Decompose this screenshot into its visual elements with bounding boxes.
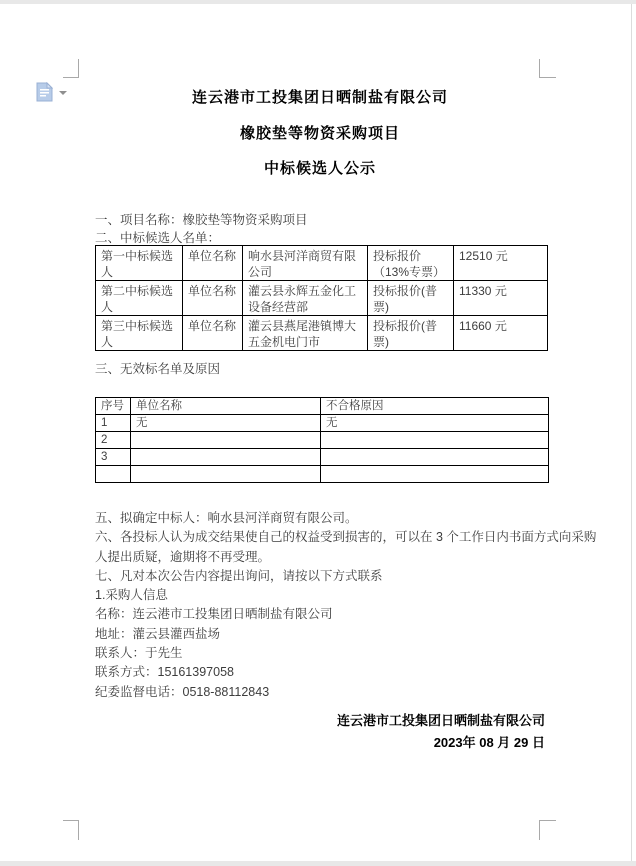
table-row bbox=[96, 246, 548, 281]
paste-options-icon bbox=[36, 82, 53, 102]
text-line: 七、凡对本次公告内容提出询问，请按以下方式联系 bbox=[95, 568, 383, 583]
table-row bbox=[96, 466, 549, 483]
candidates-table bbox=[95, 245, 548, 351]
table-cell: 11660 元 bbox=[454, 316, 548, 351]
table-row bbox=[96, 449, 549, 466]
text-line: 五、拟确定中标人：响水县河洋商贸有限公司。 bbox=[95, 511, 358, 525]
table-row bbox=[96, 432, 549, 449]
text-line: 1.采购人信息 bbox=[95, 588, 168, 603]
document-title-project: 橡胶垫等物资采购项目 bbox=[239, 125, 400, 142]
page-right-edge bbox=[631, 4, 632, 861]
column-header-index: 序号 bbox=[96, 398, 131, 415]
table-row bbox=[96, 415, 549, 432]
table-cell: 灌云县永辉五金化工设备经营部 bbox=[243, 281, 368, 316]
invalid-bids-table bbox=[95, 397, 549, 483]
signature-block bbox=[95, 710, 545, 754]
text-line: 人提出质疑，逾期将不再受理。 bbox=[95, 549, 271, 564]
table-cell: 无 bbox=[131, 415, 321, 432]
table-cell bbox=[321, 449, 549, 466]
window-bottom-strip bbox=[0, 861, 636, 866]
paste-options-button[interactable] bbox=[36, 80, 72, 104]
document-title-company: 连云港市工投集团日晒制盐有限公司 bbox=[191, 89, 448, 106]
text-line: 六、各投标人认为成交结果使自己的权益受到损害的，可以在 3 个工作日内书面方式向采购 bbox=[95, 530, 597, 545]
table-row bbox=[96, 316, 548, 351]
table-header-row bbox=[96, 398, 549, 415]
margin-crop-mark-bottom-left bbox=[63, 820, 79, 840]
section2-heading: 二、中标候选人名单： bbox=[95, 231, 221, 245]
table-cell: 响水县河洋商贸有限公司 bbox=[243, 246, 368, 281]
table-cell: 投标报价（13%专票） bbox=[368, 246, 454, 281]
section1-project-name: 一、项目名称：橡胶垫等物资采购项目 bbox=[95, 213, 308, 227]
table-row bbox=[96, 281, 548, 316]
table-cell bbox=[321, 466, 549, 483]
body-paragraphs bbox=[95, 509, 597, 702]
table-cell: 第二中标候选人 bbox=[96, 281, 183, 316]
chevron-down-icon bbox=[59, 91, 67, 95]
candidates-table-body bbox=[96, 246, 548, 351]
section3-heading: 三、无效标名单及原因 bbox=[95, 362, 221, 376]
table-cell: 1 bbox=[96, 415, 131, 432]
margin-crop-mark-top-right bbox=[539, 59, 556, 78]
text-line: 名称：连云港市工投集团日晒制盐有限公司 bbox=[95, 607, 333, 622]
text-line: 联系方式：15161397058 bbox=[95, 665, 234, 680]
signature-date: 2023年 08 月 29 日 bbox=[433, 735, 545, 750]
table-cell bbox=[131, 449, 321, 466]
invalid-bids-table-body bbox=[96, 415, 549, 483]
table-cell bbox=[131, 432, 321, 449]
table-cell bbox=[321, 432, 549, 449]
table-cell: 2 bbox=[96, 432, 131, 449]
table-cell: 投标报价(普票) bbox=[368, 316, 454, 351]
margin-crop-mark-bottom-right bbox=[539, 820, 556, 840]
table-cell bbox=[131, 466, 321, 483]
table-cell bbox=[96, 466, 131, 483]
table-cell: 无 bbox=[321, 415, 549, 432]
window-top-strip bbox=[0, 0, 636, 4]
table-cell: 单位名称 bbox=[183, 316, 243, 351]
table-cell: 第三中标候选人 bbox=[96, 316, 183, 351]
text-line: 地址：灌云县灌西盐场 bbox=[95, 626, 221, 641]
table-cell: 第一中标候选人 bbox=[96, 246, 183, 281]
table-cell: 单位名称 bbox=[183, 246, 243, 281]
text-line: 纪委监督电话：0518-88112843 bbox=[95, 684, 270, 699]
table-cell: 11330 元 bbox=[454, 281, 548, 316]
column-header-reason: 不合格原因 bbox=[321, 398, 549, 415]
signature-company: 连云港市工投集团日晒制盐有限公司 bbox=[336, 713, 545, 728]
document-title-announcement: 中标候选人公示 bbox=[263, 160, 376, 177]
table-cell: 灌云县燕尾港镇博大五金机电门市 bbox=[243, 316, 368, 351]
margin-crop-mark-top-left bbox=[63, 59, 79, 78]
table-cell: 单位名称 bbox=[183, 281, 243, 316]
table-cell: 投标报价(普票) bbox=[368, 281, 454, 316]
text-line: 联系人：于先生 bbox=[95, 646, 183, 661]
column-header-unit: 单位名称 bbox=[131, 398, 321, 415]
table-cell: 3 bbox=[96, 449, 131, 466]
table-cell: 12510 元 bbox=[454, 246, 548, 281]
